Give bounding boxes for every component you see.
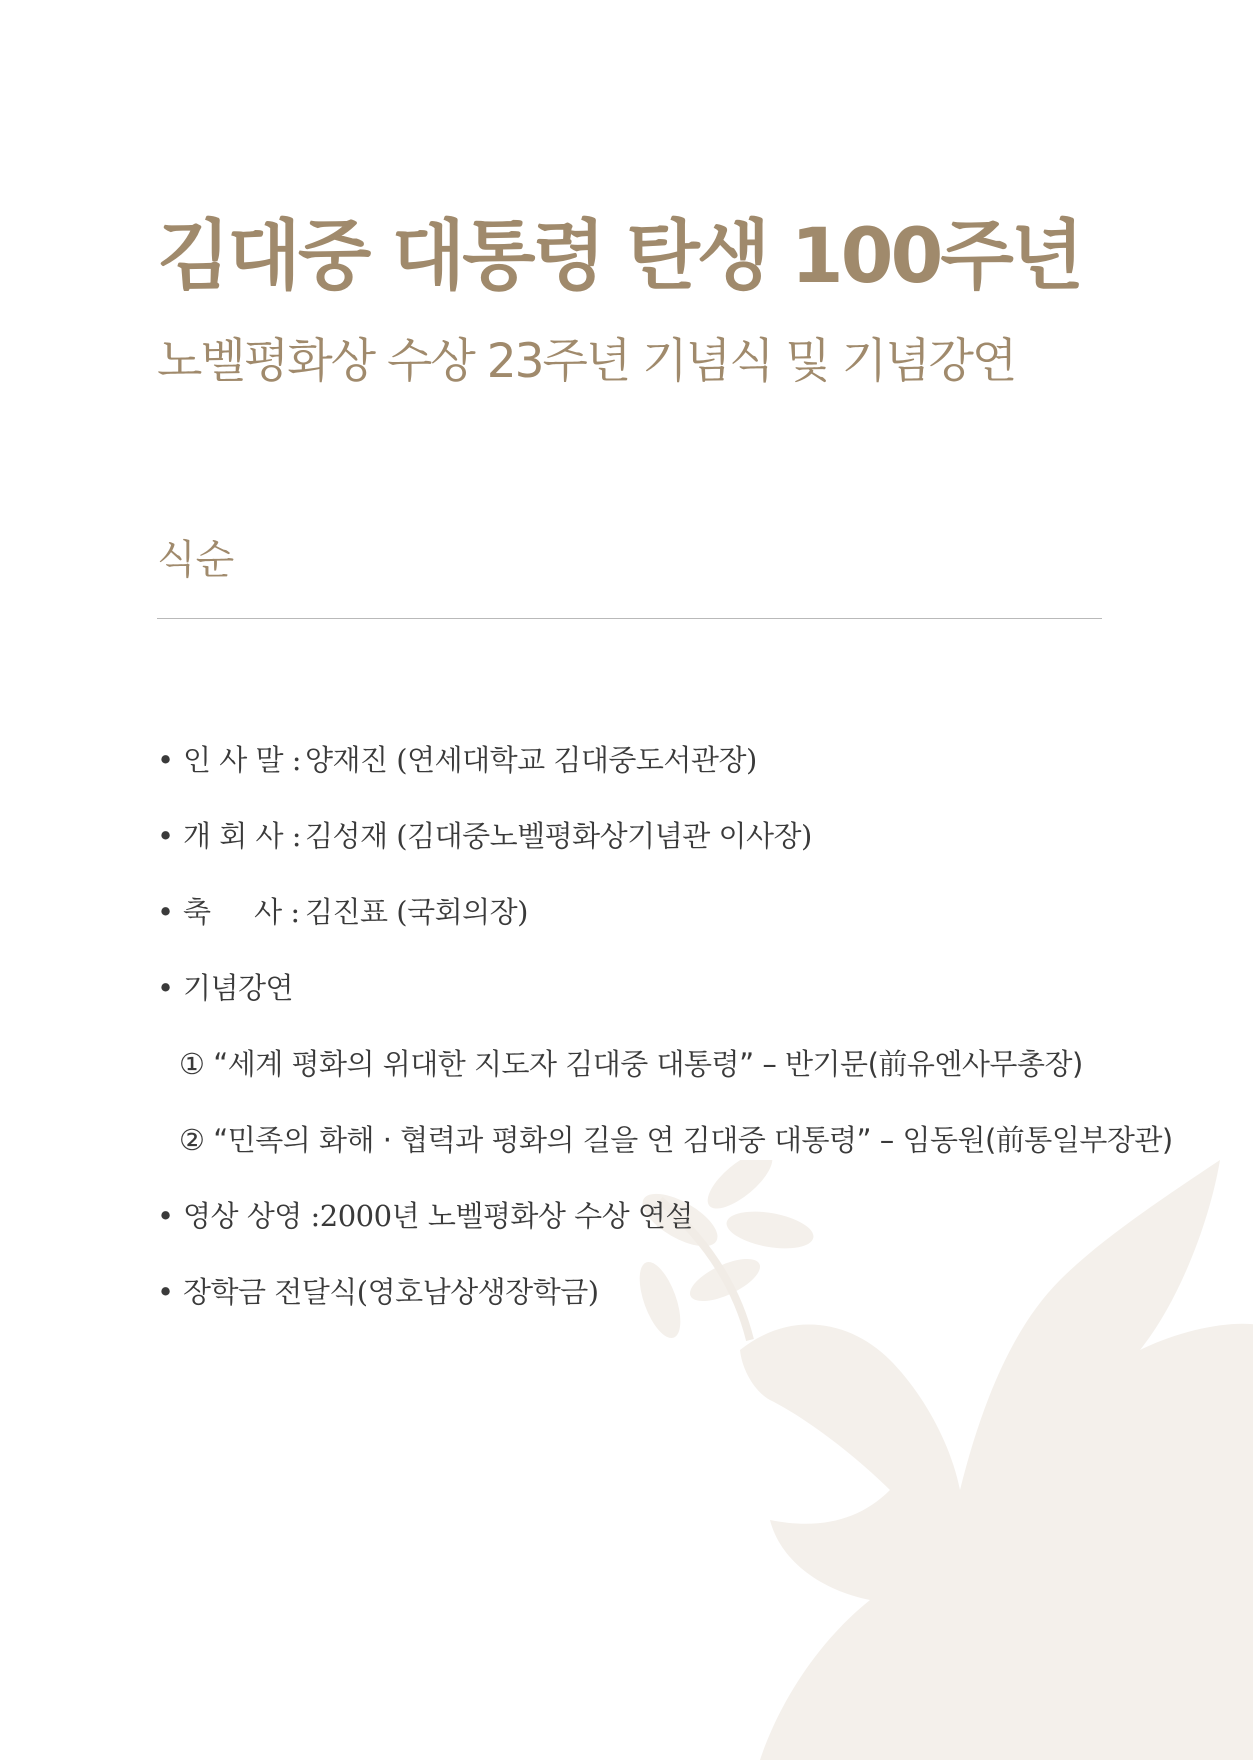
bullet-icon: •: [157, 971, 174, 1005]
lecture-text: “민족의 화해 · 협력과 평화의 길을 연 김대중 대통령” – 임동원(前통일부장관): [213, 1123, 1173, 1157]
item-text: 김성재 (김대중노벨평화상기념관 이사장): [305, 819, 812, 853]
list-item-greeting: [157, 738, 1117, 814]
item-text: 2000년 노벨평화상 수상 연설: [319, 1199, 693, 1233]
circled-number: ①: [179, 1047, 205, 1081]
circled-number: ②: [179, 1123, 205, 1157]
list-item-lectures: [157, 966, 1117, 1042]
list-item-congratulatory-address: [157, 890, 1117, 966]
list-item-opening-address: [157, 814, 1117, 890]
page-title: 김대중 대통령 탄생 100주년: [157, 211, 1082, 300]
lecture-item-2: [157, 1118, 1173, 1194]
list-item-video: [157, 1194, 1117, 1270]
item-label: 개 회 사 :: [183, 819, 310, 853]
section-heading: 식순: [157, 537, 235, 583]
item-label: 장학금 전달식(영호남상생장학금): [183, 1275, 599, 1309]
page-subtitle: 노벨평화상 수상 23주년 기념식 및 기념강연: [157, 334, 1016, 389]
bullet-icon: •: [157, 1275, 174, 1309]
bullet-icon: •: [157, 743, 174, 777]
item-label: 영상 상영 :: [183, 1199, 320, 1233]
item-label: 인 사 말 :: [183, 743, 310, 777]
lecture-item-1: [157, 1042, 1117, 1118]
item-label: 기념강연: [183, 971, 294, 1005]
bullet-icon: •: [157, 895, 174, 929]
program-list: [157, 738, 1173, 1346]
list-item-scholarship: [157, 1270, 1117, 1346]
item-label: 축 사 :: [183, 895, 309, 929]
item-text: 양재진 (연세대학교 김대중도서관장): [305, 743, 757, 777]
bullet-icon: •: [157, 1199, 174, 1233]
divider: [157, 618, 1102, 619]
lecture-text: “세계 평화의 위대한 지도자 김대중 대통령” – 반기문(前유엔사무총장): [213, 1047, 1083, 1081]
item-text: 김진표 (국회의장): [305, 895, 528, 929]
bullet-icon: •: [157, 819, 174, 853]
